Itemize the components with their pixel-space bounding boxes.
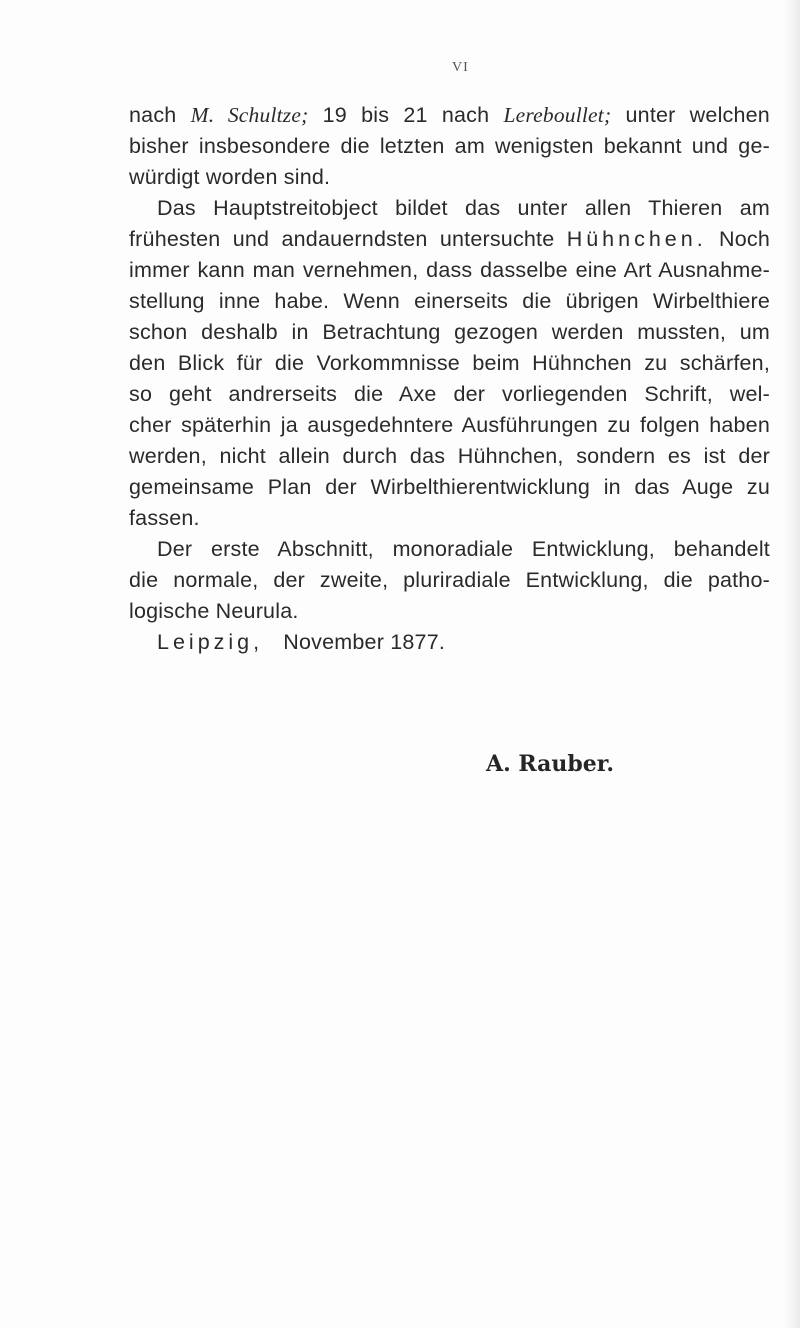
- emphasized-word: Hühnchen.: [566, 227, 707, 251]
- text-line: stellung inne habe. Wenn einerseits die übrigen Wirbelthiere: [129, 289, 770, 313]
- paragraph-3: [129, 534, 770, 627]
- author-signature: A. Rauber.: [486, 751, 615, 777]
- text-line: cher späterhin ja ausgedehntere Ausführungen zu folgen haben: [129, 413, 770, 437]
- text-line: immer kann man vernehmen, dass dasselbe eine Art Ausnahme-: [129, 258, 770, 282]
- text-line: die normale, der zweite, pluriradiale Entwicklung, die patho-: [129, 568, 770, 592]
- text-line: bisher insbesondere die letzten am wenigsten bekannt und ge-: [129, 134, 770, 158]
- text-fragment: 19 bis 21 nach: [322, 103, 490, 127]
- text-fragment: frühesten und andauerndsten untersuchte: [129, 227, 555, 251]
- text-line: gemeinsame Plan der Wirbelthierentwicklung in das Auge zu: [129, 475, 770, 499]
- page-edge-shadow: [784, 0, 800, 1328]
- date-text: November 1877.: [283, 630, 446, 654]
- place-name: Leipzig,: [157, 630, 264, 654]
- text-line: logische Neurula.: [129, 599, 299, 623]
- preface-text: [129, 100, 770, 658]
- text-line: so geht andrerseits die Axe der vorliegenden Schrift, wel-: [129, 382, 770, 406]
- closing-line: [129, 627, 770, 658]
- text-line: [129, 100, 770, 131]
- text-fragment: Noch: [718, 227, 770, 251]
- text-line: fassen.: [129, 506, 200, 530]
- text-line: [129, 224, 770, 255]
- paragraph-1: [129, 100, 770, 193]
- author-citation: M. Schultze;: [190, 103, 309, 127]
- paragraph-2: [129, 193, 770, 534]
- page-number: VI: [452, 60, 469, 75]
- text-line: würdigt worden sind.: [129, 165, 331, 189]
- text-line: Das Hauptstreitobject bildet das unter allen Thieren am: [157, 196, 770, 220]
- text-fragment: unter welchen: [625, 103, 770, 127]
- author-citation: Lereboullet;: [503, 103, 612, 127]
- text-line: den Blick für die Vorkommnisse beim Hühnchen zu schärfen,: [129, 351, 770, 375]
- text-line: Der erste Abschnitt, monoradiale Entwicklung, behandelt: [157, 537, 770, 561]
- text-line: [129, 627, 770, 658]
- text-line: werden, nicht allein durch das Hühnchen, sondern es ist der: [129, 444, 770, 468]
- text-fragment: nach: [129, 103, 177, 127]
- text-line: schon deshalb in Betrachtung gezogen werden mussten, um: [129, 320, 770, 344]
